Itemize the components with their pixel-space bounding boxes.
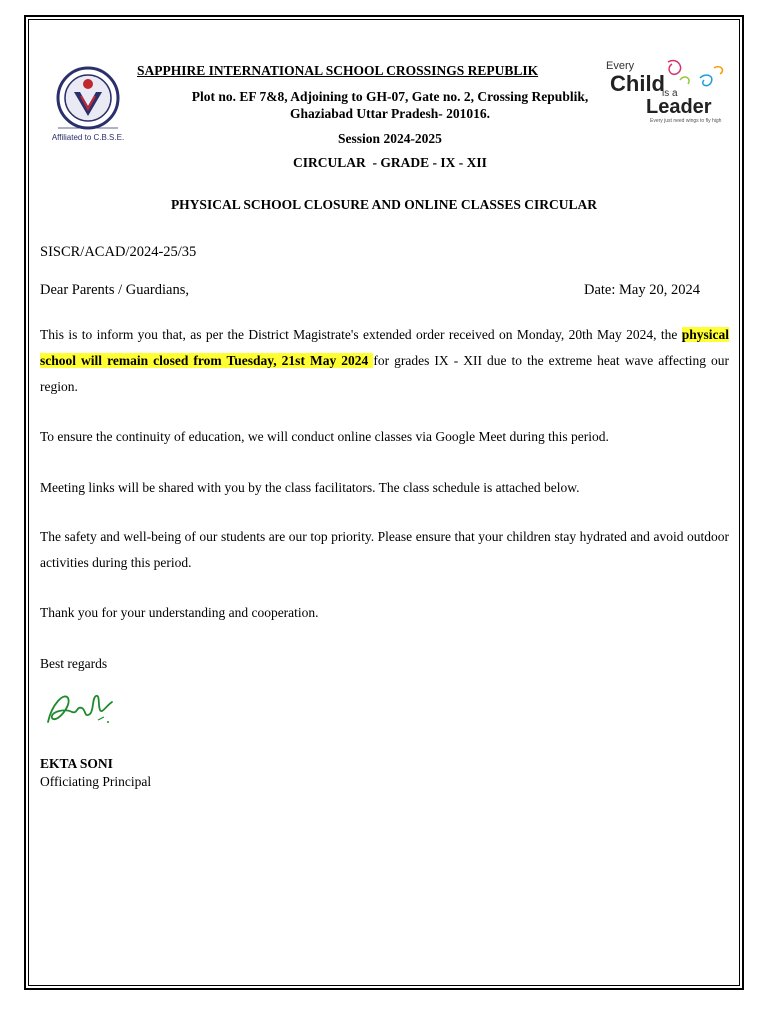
signatory-title: Officiating Principal [40,774,152,789]
tagline-logo [606,56,730,126]
tagline-leader: Leader [646,96,712,118]
paragraph-meeting-links: Meeting links will be shared with you by the class facilitators. The class schedule is attached below. [40,480,580,495]
session: Session 2024-2025 [338,131,442,146]
paragraph-safety: The safety and well-being of our students are our top priority. Please ensure that your children stay hydrated and avoid outdoor activities during this period. [40,529,729,570]
closure-highlight: physical school will remain closed from Tuesday, 21st May 2024 [40,327,729,368]
closure-text-start: This is to inform you that, as per the District Magistrate's extended order received on Monday, 20th May 2024, the [40,327,682,342]
paragraph-thanks: Thank you for your understanding and cooperation. [40,605,319,620]
tagline-is-a: is a [662,88,678,99]
school-logo [52,62,132,144]
closure-text-end: for grades IX - XII due to the extreme heat wave affecting our region. [40,353,730,394]
salutation: Dear Parents / Guardians, [40,282,189,298]
reference-number: SISCR/ACAD/2024-25/35 [40,244,197,260]
tagline-every: Every [606,60,635,72]
circular-date: Date: May 20, 2024 [584,282,700,298]
circular-grade: CIRCULAR - GRADE - IX - XII [293,155,487,170]
school-name: SAPPHIRE INTERNATIONAL SCHOOL CROSSINGS REPUBLIK [137,63,539,78]
paragraph-online-classes: To ensure the continuity of education, we will conduct online classes via Google Meet during this period. [40,429,609,444]
paragraph-closure-notice [40,322,729,400]
signatory-name: EKTA SONI [40,756,113,771]
affiliation-text: Affiliated to C.B.S.E. [52,133,125,142]
circular-title: PHYSICAL SCHOOL CLOSURE AND ONLINE CLASSES CIRCULAR [170,197,598,212]
tagline-child: Child [610,71,665,96]
school-address: Plot no. EF 7&8, Adjoining to GH-07, Gate no. 2, Crossing Republik, Ghaziabad Uttar Pradesh- 201016. [191,89,589,121]
closing-regards: Best regards [40,656,108,671]
signature [42,684,120,734]
tagline-small: Every just need wings to fly high [650,118,722,124]
